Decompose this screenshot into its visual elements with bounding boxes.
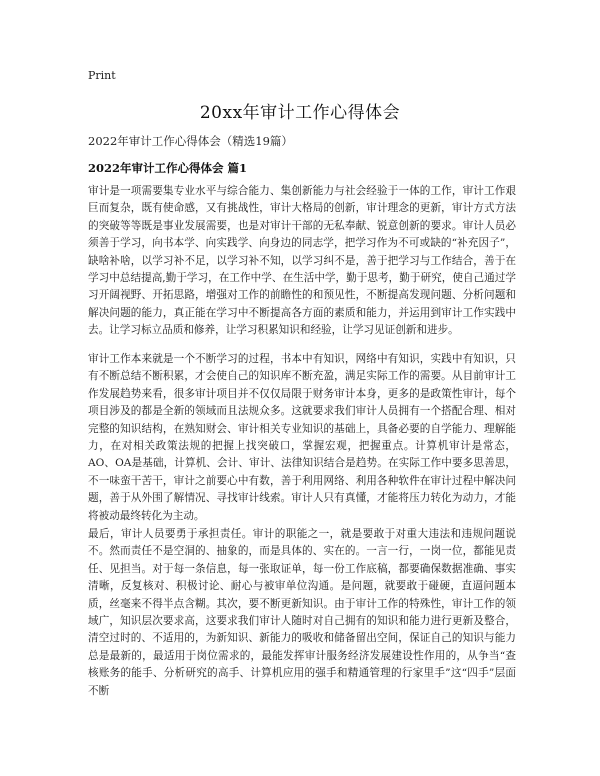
document-subtitle: 2022年审计工作心得体会（精选19篇） (88, 134, 293, 148)
body-paragraph-2: 审计工作本来就是一个不断学习的过程，书本中有知识，网络中有知识，实践中有知识，只有不断总结不断积累，才会使自己的知识库不断充盈，满足实际工作的需要。从目前审计工作发展趋势来看，很多审计项目并不仅仅局限于财务审计本身，更多的是政策性审计，每个项目涉及的都是全新的领域而且法规众多。这就要求我们审计人员拥有一个搭配合理、相对完整的知识结构，在熟知财会、审计相关专业知识的基础上，具备必要的自学能力、理解能力，在对相关政策法规的把握上找突破口，掌握宏观，把握重点。计算机审计是常态，AO、OA是基础，计算机、会计、审计、法律知识结合是趋势。在实际工作中要多思善思，不一味蛮干苦干，审计之前要心中有数，善于利用网络、利用各种软件在审计过程中解决问题，善于从外围了解情况、寻找审计线索。审计人只有真懂，才能将压力转化为动力，才能将被动最终转化为主动。 (88, 353, 516, 522)
body-paragraph-1: 审计是一项需要集专业水平与综合能力、集创新能力与社会经验于一体的工作，审计工作艰巨而复杂，既有使命感，又有挑战性，审计大格局的创新，审计理念的更新，审计方式方法的突破等等既是事业发展需要，也是对审计干部的无私奉献、锐意创新的要求。审计人员必须善于学习，向书本学、向实践学、向身边的同志学，把学习作为不可或缺的“补充因子”，缺啥补啥，以学习补不足，以学习补不知，以学习纠不是，善于把学习与工作结合，善于在学习中总结提高,勤于学习，在工作中学、在生活中学，勤于思考，勤于研究，使自己通过学习开阔视野、开拓思路，增强对工作的前瞻性的和预见性，不断提高发现问题、分析问题和解决问题的能力，真正能在学习中不断提高各方面的素质和能力，并运用到审计工作实践中去。让学习标立品质和修养，让学习积累知识和经验，让学习见证创新和进步。 (88, 185, 516, 337)
section-heading: 2022年审计工作心得体会 篇1 (88, 161, 248, 175)
body-paragraph-3: 最后，审计人员要勇于承担责任。审计的职能之一，就是要敢于对重大违法和违规问题说不。然而责任不是空洞的、抽象的，而是具体的、实在的。一言一行，一岗一位，都能见责任、见担当。对于每一条信息，每一张取证单，每一份工作底稿，都要确保数据准确、事实清晰，反复核对、积极讨论、耐心与被审单位沟通。是问题，就要敢于碰硬，直逼问题本质，丝毫来不得半点含糊。其次，要不断更新知识。由于审计工作的特殊性，审计工作的领域广，知识层次要求高，这要求我们审计人随时对自己拥有的知识和能力进行更新及整合，清空过时的、不适用的，为新知识、新能力的吸收和储备留出空间，保证自己的知识与能力总是最新的，最适用于岗位需求的，最能发挥审计服务经济发展建设性作用的，从争当“查核账务的能手、分析研究的高手、计算机应用的强手和精通管理的行家里手”这“四手”层面不断 (88, 528, 516, 697)
print-label[interactable]: Print (88, 69, 116, 82)
page-title: 20xx年审计工作心得体会 (199, 103, 401, 123)
